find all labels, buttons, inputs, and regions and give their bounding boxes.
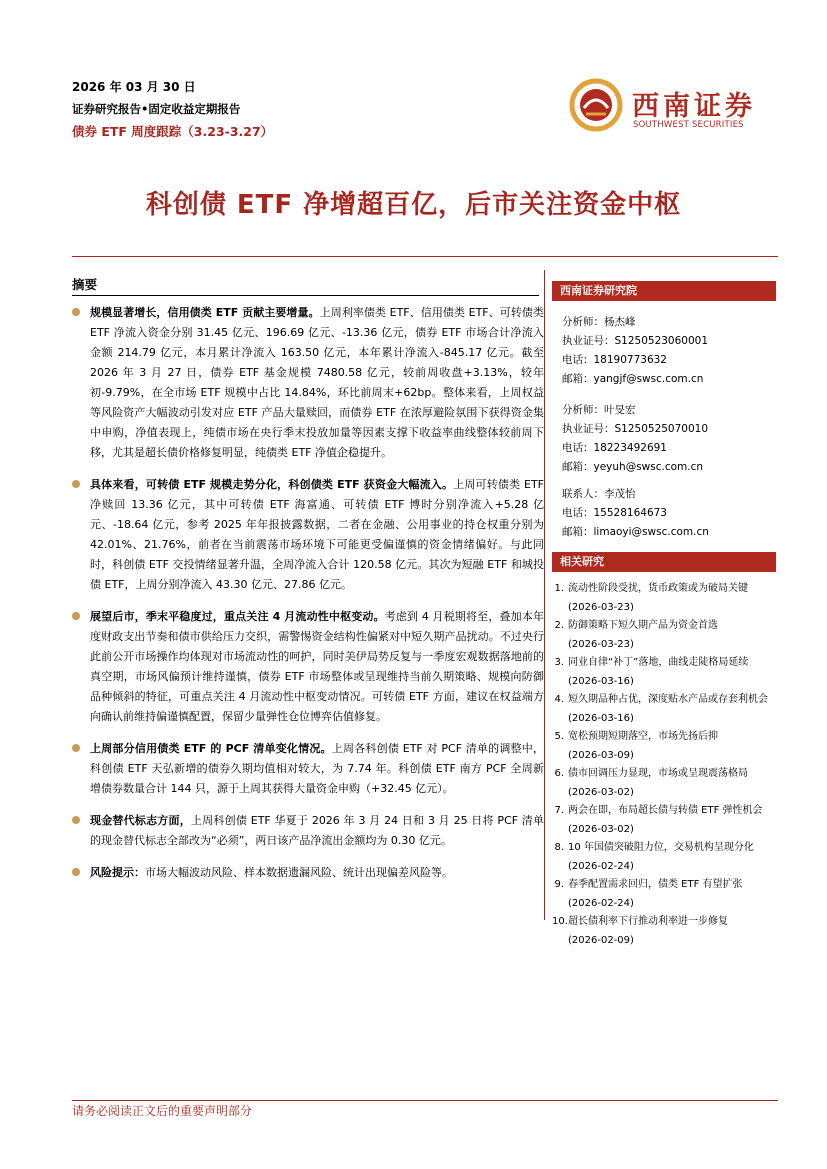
related-item-number: 10. bbox=[552, 916, 568, 927]
related-item[interactable] bbox=[552, 617, 776, 654]
related-research-heading: 相关研究 bbox=[552, 552, 776, 572]
related-item-title: 10 年国债突破阻力位，交易机构呈现分化 bbox=[568, 842, 754, 853]
bullet-text: 上周各科创债 ETF 对 PCF 清单的调整中，科创债 ETF 天弘新增的债券久期均值相对较大，为 7.74 年。科创债 ETF 南方 PCF 全周新增债券数量合计 144 只，源于上周其获得大量资金申购（+32.45 亿元）。 bbox=[90, 742, 545, 795]
related-item[interactable] bbox=[552, 580, 776, 617]
institute-heading: 西南证券研究院 bbox=[552, 281, 776, 301]
related-item-title: 短久期品种占优，深度贴水产品或存套利机会 bbox=[568, 694, 768, 705]
bullet-dot-icon bbox=[72, 480, 80, 488]
related-item-date: (2026-02-24) bbox=[568, 860, 634, 872]
report-series: 债券 ETF 周度跟踪（3.23-3.27） bbox=[72, 124, 274, 139]
abstract-bullet bbox=[72, 811, 544, 851]
related-item-title: 防御策略下短久期产品为资金首选 bbox=[568, 620, 718, 631]
bullet-text: 上周可转债类 ETF 净赎回 13.36 亿元，其中可转债 ETF 海富通、可转债 ETF 博时分别净流入+5.28 亿元、-18.64 亿元，参考 2025 年年报披露数据，二者在金融、公用事业的持仓权重分别为 42.01%、21.76%，前者在当前震荡市场环境下可能更受偏谨慎的资金情绪偏好。与此同时，科创债 ETF 交投情绪显著升温，全周净流入合计 120.58 亿元。其次为短融 ETF 和城投债 ETF，上周分别净流入 43.30 亿元、27.86 亿元。 bbox=[90, 478, 544, 591]
related-item-title: 两会在即，布局超长债与转债 ETF 弹性机会 bbox=[568, 805, 763, 816]
related-item-date: (2026-02-24) bbox=[568, 897, 634, 909]
abstract-bullet bbox=[72, 475, 544, 595]
related-item-title: 债市回调压力显现，市场或呈现震荡格局 bbox=[568, 768, 748, 779]
report-header bbox=[72, 78, 273, 141]
related-item-title: 宽松预期短期落空，市场先扬后抑 bbox=[568, 731, 718, 742]
related-item-date: (2026-02-09) bbox=[568, 934, 634, 946]
analyst-license: 执业证号：S1250525070010 bbox=[562, 423, 709, 435]
bullet-dot-icon bbox=[72, 308, 80, 316]
related-item-date: (2026-03-23) bbox=[568, 601, 634, 613]
company-logo bbox=[566, 78, 766, 132]
related-item-date: (2026-03-23) bbox=[568, 638, 634, 650]
contact-email[interactable]: 邮箱：limaoyi@swsc.com.cn bbox=[562, 526, 709, 538]
related-item-title: 流动性阶段受扰，货币政策或为破局关键 bbox=[568, 583, 748, 594]
related-item-date: (2026-03-09) bbox=[568, 749, 634, 761]
related-item[interactable] bbox=[552, 802, 776, 839]
footer-divider bbox=[72, 1100, 778, 1101]
related-item-number: 5. bbox=[554, 731, 564, 742]
column-divider bbox=[544, 270, 545, 920]
bullet-lead: 规模显著增长，信用债类 ETF 贡献主要增量。 bbox=[90, 306, 320, 319]
bullet-lead: 风险提示： bbox=[90, 866, 145, 879]
related-item-number: 6. bbox=[554, 768, 564, 779]
bullet-lead: 展望后市，季末平稳度过，重点关注 4 月流动性中枢变动。 bbox=[90, 610, 385, 623]
related-item[interactable] bbox=[552, 654, 776, 691]
related-item[interactable] bbox=[552, 913, 776, 950]
logo-mark-icon bbox=[566, 78, 626, 132]
abstract-bullet bbox=[72, 607, 544, 727]
report-type: 证券研究报告•固定收益定期报告 bbox=[72, 102, 241, 116]
page-title: 科创债 ETF 净增超百亿，后市关注资金中枢 bbox=[145, 190, 682, 220]
related-item[interactable] bbox=[552, 876, 776, 913]
related-item-number: 4. bbox=[554, 694, 564, 705]
related-item-number: 7. bbox=[554, 805, 564, 816]
analyst-email[interactable]: 邮箱：yeyuh@swsc.com.cn bbox=[562, 461, 704, 473]
abstract-heading: 摘要 bbox=[72, 277, 98, 292]
bullet-dot-icon bbox=[72, 612, 80, 620]
bullet-dot-icon bbox=[72, 816, 80, 824]
analyst-license: 执业证号：S1250523060001 bbox=[562, 335, 709, 347]
related-item-date: (2026-03-02) bbox=[568, 786, 634, 798]
bullet-text: 上周利率债类 ETF、信用债类 ETF、可转债类 ETF 净流入资金分别 31.45 亿元、196.69 亿元、-13.36 亿元，债券 ETF 市场合计净流入金额 214.79 亿元，本月累计净流入 163.50 亿元，本年累计净流入-845.17 亿元。截至 2026 年 3 月 27 日，债券 ETF 基金规模 7480.58 亿元，较前周收盘+3.13%，较年初-9.79%，在全市场 ETF 规模中占比 14.84%，环比前周末+62bp。整体来看，上周权益等风险资产大幅波动引发对应 ETF 产品大量赎回，而债券 ETF 在浓厚避险氛围下获得资金集中申购，净值表现上，纯债市场在央行季末投放加量等因素支撑下收益率曲线整体较前周下移，尤其是超长债价格修复明显，纯债类 ETF 净值企稳提升。 bbox=[90, 306, 544, 459]
bullet-text: 考虑到 4 月税期将至，叠加本年度财政支出节奏和债市供给压力交织，需警惕资金结构性偏紧对中短久期产品扰动。不过央行此前公开市场操作均体现对市场流动性的呵护，同时美伊局势反复与一季度宏观数据落地前的真空期，市场风偏预计维持谨慎，债券 ETF 市场整体或呈现维持当前久期策略、规模向防御品种倾斜的特征，可重点关注 4 月流动性中枢变动情况。可转债 ETF 方面，建议在权益端方向确认前维持偏谨慎配置，保留少量弹性仓位博弈估值修复。 bbox=[90, 610, 544, 723]
contact-name: 联系人：李茂怡 bbox=[562, 488, 636, 500]
contact-card bbox=[552, 485, 776, 542]
title-divider bbox=[72, 256, 778, 257]
logo-english-name: SOUTHWEST SECURITIES bbox=[633, 120, 744, 130]
analyst-phone: 电话：18190773632 bbox=[562, 354, 667, 366]
related-item[interactable] bbox=[552, 728, 776, 765]
bullet-lead: 现金替代标志方面， bbox=[90, 814, 191, 827]
abstract-bullets bbox=[72, 303, 544, 895]
related-item-date: (2026-03-02) bbox=[568, 823, 634, 835]
abstract-bullet bbox=[72, 303, 544, 463]
sidebar bbox=[552, 281, 776, 950]
related-item-number: 3. bbox=[554, 657, 564, 668]
analyst-phone: 电话：18223492691 bbox=[562, 442, 667, 454]
related-item-number: 2. bbox=[554, 620, 564, 631]
bullet-lead: 上周部分信用债类 ETF 的 PCF 清单变化情况。 bbox=[90, 742, 332, 755]
related-item-title: 春季配置需求回归，债类 ETF 有望扩张 bbox=[568, 879, 743, 890]
contact-phone: 电话：15528164673 bbox=[562, 507, 667, 519]
analyst-card bbox=[552, 313, 776, 389]
related-item[interactable] bbox=[552, 839, 776, 876]
related-item[interactable] bbox=[552, 765, 776, 802]
bullet-lead: 具体来看，可转债 ETF 规模走势分化，科创债类 ETF 获资金大幅流入。 bbox=[90, 478, 454, 491]
report-date: 2026 年 03 月 30 日 bbox=[72, 80, 196, 94]
logo-chinese-name: 西南证券 bbox=[632, 91, 756, 122]
abstract-bullet bbox=[72, 863, 544, 883]
abstract-divider bbox=[72, 295, 539, 296]
bullet-text: 上周科创债 ETF 华夏于 2026 年 3 月 24 日和 3 月 25 日将 PCF 清单的现金替代标志全部改为“必须”，两日该产品净流出金额均为 0.30 亿元。 bbox=[90, 814, 545, 847]
related-item-number: 9. bbox=[554, 879, 564, 890]
analyst-name: 分析师：叶旻宏 bbox=[562, 404, 636, 416]
footer-disclaimer: 请务必阅读正文后的重要声明部分 bbox=[72, 1104, 253, 1118]
related-research-list bbox=[552, 580, 776, 950]
related-item-number: 1. bbox=[554, 583, 564, 594]
related-item-date: (2026-03-16) bbox=[568, 712, 634, 724]
bullet-dot-icon bbox=[72, 744, 80, 752]
bullet-dot-icon bbox=[72, 868, 80, 876]
related-item-date: (2026-03-16) bbox=[568, 675, 634, 687]
analyst-card bbox=[552, 401, 776, 477]
related-item-number: 8. bbox=[554, 842, 564, 853]
related-item-title: 同业自律“补丁”落地，曲线走陡格局延续 bbox=[568, 657, 749, 668]
related-item-title: 超长债利率下行推动利率进一步修复 bbox=[568, 916, 728, 927]
related-item[interactable] bbox=[552, 691, 776, 728]
analyst-name: 分析师：杨杰峰 bbox=[562, 316, 636, 328]
abstract-bullet bbox=[72, 739, 544, 799]
bullet-text: 市场大幅波动风险、样本数据遗漏风险、统计出现偏差风险等。 bbox=[145, 866, 453, 879]
analyst-email[interactable]: 邮箱：yangjf@swsc.com.cn bbox=[562, 373, 704, 385]
